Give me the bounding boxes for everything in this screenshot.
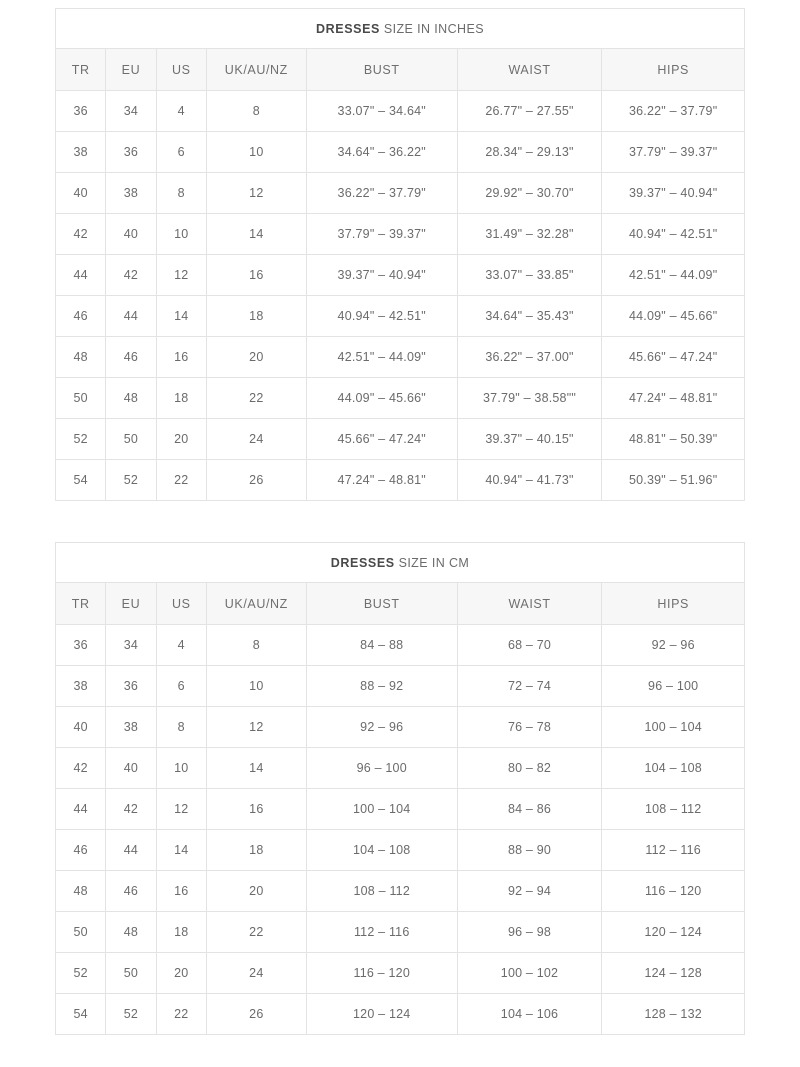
cell-bust: 37.79" – 39.37" — [306, 214, 457, 255]
cell-eu: 34 — [106, 625, 156, 666]
column-header-uk-au-nz: UK/AU/NZ — [206, 49, 306, 91]
cell-uk: 14 — [206, 748, 306, 789]
column-header-hips: HIPS — [602, 49, 745, 91]
column-header-waist: WAIST — [457, 583, 602, 625]
table-row — [56, 214, 745, 255]
cell-eu: 38 — [106, 707, 156, 748]
cell-tr: 44 — [56, 789, 106, 830]
cell-eu: 48 — [106, 912, 156, 953]
cell-tr: 40 — [56, 707, 106, 748]
cell-eu: 38 — [106, 173, 156, 214]
cell-uk: 18 — [206, 830, 306, 871]
cell-us: 8 — [156, 173, 206, 214]
cell-uk: 24 — [206, 953, 306, 994]
size-table-inches — [55, 8, 745, 501]
cell-us: 10 — [156, 748, 206, 789]
column-header-waist: WAIST — [457, 49, 602, 91]
cell-bust: 84 – 88 — [306, 625, 457, 666]
cell-hips: 100 – 104 — [602, 707, 745, 748]
cell-hips: 124 – 128 — [602, 953, 745, 994]
table-row — [56, 419, 745, 460]
cell-eu: 50 — [106, 953, 156, 994]
cell-uk: 26 — [206, 994, 306, 1035]
cell-uk: 18 — [206, 296, 306, 337]
cell-bust: 96 – 100 — [306, 748, 457, 789]
cell-tr: 36 — [56, 91, 106, 132]
cell-bust: 42.51" – 44.09" — [306, 337, 457, 378]
cell-tr: 38 — [56, 666, 106, 707]
cell-waist: 76 – 78 — [457, 707, 602, 748]
cell-hips: 104 – 108 — [602, 748, 745, 789]
cell-eu: 48 — [106, 378, 156, 419]
cell-hips: 116 – 120 — [602, 871, 745, 912]
cell-tr: 48 — [56, 337, 106, 378]
column-header-bust: BUST — [306, 49, 457, 91]
cell-tr: 40 — [56, 173, 106, 214]
cell-bust: 112 – 116 — [306, 912, 457, 953]
table-row — [56, 912, 745, 953]
table-row — [56, 378, 745, 419]
cell-eu: 46 — [106, 871, 156, 912]
cell-hips: 96 – 100 — [602, 666, 745, 707]
cell-hips: 92 – 96 — [602, 625, 745, 666]
cell-us: 12 — [156, 255, 206, 296]
cell-uk: 10 — [206, 132, 306, 173]
cell-eu: 36 — [106, 666, 156, 707]
cell-us: 6 — [156, 666, 206, 707]
table-title-row — [56, 543, 745, 583]
size-table-inches-block — [55, 8, 745, 501]
cell-us: 22 — [156, 994, 206, 1035]
cell-eu: 40 — [106, 214, 156, 255]
table-row — [56, 994, 745, 1035]
cell-hips: 42.51" – 44.09" — [602, 255, 745, 296]
table-title-rest: SIZE IN CM — [394, 555, 470, 570]
cell-us: 16 — [156, 337, 206, 378]
cell-us: 4 — [156, 91, 206, 132]
table-header-row — [56, 49, 745, 91]
table-row — [56, 296, 745, 337]
cell-us: 22 — [156, 460, 206, 501]
table-row — [56, 707, 745, 748]
table-row — [56, 666, 745, 707]
cell-bust: 100 – 104 — [306, 789, 457, 830]
cell-us: 20 — [156, 419, 206, 460]
cell-waist: 28.34" – 29.13" — [457, 132, 602, 173]
table-title-rest: SIZE IN INCHES — [380, 21, 484, 36]
cell-eu: 44 — [106, 830, 156, 871]
cell-waist: 37.79" – 38.58"" — [457, 378, 602, 419]
cell-hips: 39.37" – 40.94" — [602, 173, 745, 214]
cell-bust: 108 – 112 — [306, 871, 457, 912]
cell-eu: 50 — [106, 419, 156, 460]
column-header-hips: HIPS — [602, 583, 745, 625]
cell-uk: 10 — [206, 666, 306, 707]
cell-eu: 36 — [106, 132, 156, 173]
cell-uk: 22 — [206, 912, 306, 953]
table-row — [56, 337, 745, 378]
cell-tr: 46 — [56, 296, 106, 337]
table-title-strong: DRESSES — [316, 21, 380, 36]
cell-waist: 36.22" – 37.00" — [457, 337, 602, 378]
table-body — [56, 91, 745, 501]
cell-eu: 52 — [106, 460, 156, 501]
cell-bust: 47.24" – 48.81" — [306, 460, 457, 501]
cell-waist: 68 – 70 — [457, 625, 602, 666]
cell-hips: 48.81" – 50.39" — [602, 419, 745, 460]
cell-hips: 120 – 124 — [602, 912, 745, 953]
cell-waist: 26.77" – 27.55" — [457, 91, 602, 132]
cell-bust: 120 – 124 — [306, 994, 457, 1035]
cell-bust: 45.66" – 47.24" — [306, 419, 457, 460]
cell-waist: 34.64" – 35.43" — [457, 296, 602, 337]
cell-eu: 42 — [106, 255, 156, 296]
size-table-cm-block — [55, 542, 745, 1035]
cell-waist: 100 – 102 — [457, 953, 602, 994]
cell-uk: 12 — [206, 707, 306, 748]
cell-us: 8 — [156, 707, 206, 748]
cell-tr: 46 — [56, 830, 106, 871]
table-row — [56, 789, 745, 830]
cell-waist: 88 – 90 — [457, 830, 602, 871]
cell-waist: 39.37" – 40.15" — [457, 419, 602, 460]
cell-tr: 50 — [56, 912, 106, 953]
column-header-bust: BUST — [306, 583, 457, 625]
cell-waist: 92 – 94 — [457, 871, 602, 912]
cell-uk: 24 — [206, 419, 306, 460]
cell-bust: 116 – 120 — [306, 953, 457, 994]
cell-hips: 37.79" – 39.37" — [602, 132, 745, 173]
cell-hips: 44.09" – 45.66" — [602, 296, 745, 337]
cell-bust: 33.07" – 34.64" — [306, 91, 457, 132]
table-title-strong: DRESSES — [330, 555, 395, 570]
cell-bust: 34.64" – 36.22" — [306, 132, 457, 173]
cell-eu: 40 — [106, 748, 156, 789]
table-row — [56, 132, 745, 173]
cell-us: 14 — [156, 830, 206, 871]
cell-us: 16 — [156, 871, 206, 912]
cell-waist: 96 – 98 — [457, 912, 602, 953]
cell-us: 20 — [156, 953, 206, 994]
cell-hips: 40.94" – 42.51" — [602, 214, 745, 255]
table-title — [56, 9, 745, 49]
cell-tr: 42 — [56, 748, 106, 789]
cell-eu: 46 — [106, 337, 156, 378]
cell-uk: 8 — [206, 91, 306, 132]
cell-tr: 50 — [56, 378, 106, 419]
cell-eu: 34 — [106, 91, 156, 132]
cell-uk: 22 — [206, 378, 306, 419]
cell-eu: 44 — [106, 296, 156, 337]
cell-tr: 52 — [56, 419, 106, 460]
cell-us: 18 — [156, 378, 206, 419]
cell-eu: 52 — [106, 994, 156, 1035]
table-row — [56, 625, 745, 666]
cell-bust: 39.37" – 40.94" — [306, 255, 457, 296]
table-row — [56, 173, 745, 214]
cell-tr: 54 — [56, 460, 106, 501]
cell-uk: 20 — [206, 337, 306, 378]
cell-waist: 84 – 86 — [457, 789, 602, 830]
table-row — [56, 91, 745, 132]
cell-hips: 36.22" – 37.79" — [602, 91, 745, 132]
cell-hips: 50.39" – 51.96" — [602, 460, 745, 501]
cell-uk: 26 — [206, 460, 306, 501]
cell-tr: 52 — [56, 953, 106, 994]
table-row — [56, 460, 745, 501]
column-header-tr: TR — [56, 49, 106, 91]
cell-us: 12 — [156, 789, 206, 830]
table-row — [56, 871, 745, 912]
cell-tr: 44 — [56, 255, 106, 296]
cell-us: 14 — [156, 296, 206, 337]
cell-hips: 45.66" – 47.24" — [602, 337, 745, 378]
cell-tr: 42 — [56, 214, 106, 255]
table-title-row — [56, 9, 745, 49]
cell-bust: 104 – 108 — [306, 830, 457, 871]
cell-hips: 128 – 132 — [602, 994, 745, 1035]
cell-us: 10 — [156, 214, 206, 255]
cell-bust: 88 – 92 — [306, 666, 457, 707]
column-header-eu: EU — [106, 49, 156, 91]
cell-uk: 12 — [206, 173, 306, 214]
cell-waist: 80 – 82 — [457, 748, 602, 789]
table-title — [56, 543, 745, 583]
table-header-row — [56, 583, 745, 625]
cell-bust: 44.09" – 45.66" — [306, 378, 457, 419]
column-header-eu: EU — [106, 583, 156, 625]
cell-hips: 112 – 116 — [602, 830, 745, 871]
table-row — [56, 255, 745, 296]
cell-hips: 108 – 112 — [602, 789, 745, 830]
cell-waist: 29.92" – 30.70" — [457, 173, 602, 214]
cell-us: 18 — [156, 912, 206, 953]
table-body — [56, 625, 745, 1035]
cell-hips: 47.24" – 48.81" — [602, 378, 745, 419]
column-header-us: US — [156, 49, 206, 91]
cell-bust: 92 – 96 — [306, 707, 457, 748]
cell-tr: 36 — [56, 625, 106, 666]
cell-waist: 40.94" – 41.73" — [457, 460, 602, 501]
size-table-cm — [55, 542, 745, 1035]
cell-eu: 42 — [106, 789, 156, 830]
cell-bust: 36.22" – 37.79" — [306, 173, 457, 214]
cell-uk: 16 — [206, 255, 306, 296]
cell-bust: 40.94" – 42.51" — [306, 296, 457, 337]
cell-waist: 33.07" – 33.85" — [457, 255, 602, 296]
cell-tr: 38 — [56, 132, 106, 173]
cell-tr: 48 — [56, 871, 106, 912]
cell-uk: 8 — [206, 625, 306, 666]
column-header-us: US — [156, 583, 206, 625]
table-row — [56, 830, 745, 871]
table-row — [56, 953, 745, 994]
cell-us: 4 — [156, 625, 206, 666]
cell-us: 6 — [156, 132, 206, 173]
cell-tr: 54 — [56, 994, 106, 1035]
cell-uk: 14 — [206, 214, 306, 255]
column-header-tr: TR — [56, 583, 106, 625]
cell-waist: 104 – 106 — [457, 994, 602, 1035]
cell-uk: 20 — [206, 871, 306, 912]
column-header-uk-au-nz: UK/AU/NZ — [206, 583, 306, 625]
cell-waist: 31.49" – 32.28" — [457, 214, 602, 255]
table-row — [56, 748, 745, 789]
cell-waist: 72 – 74 — [457, 666, 602, 707]
cell-uk: 16 — [206, 789, 306, 830]
